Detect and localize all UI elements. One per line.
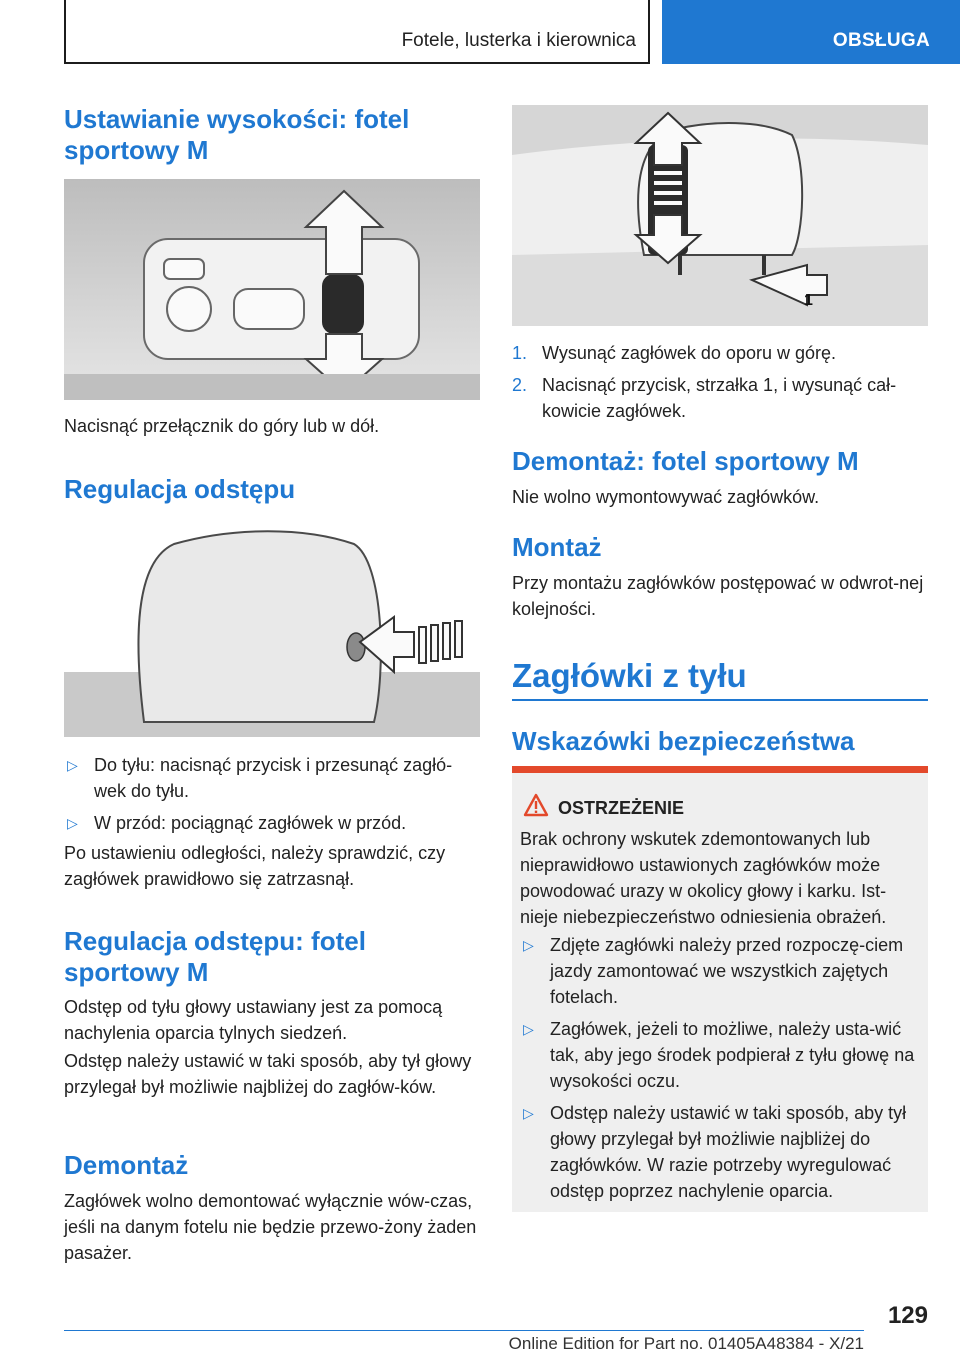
step-number: 1.: [512, 343, 528, 363]
step-text: Nacisnąć przycisk, strzałka 1, i wysunąć cał-kowicie zagłówek.: [542, 375, 897, 421]
heading-removal: Demontaż: [64, 1150, 189, 1180]
list-item-text: Zagłówek, jeżeli to możliwe, należy usta-wić tak, aby jego środek podpierał z tyłu głowę na wysokości oczu.: [550, 1019, 915, 1091]
triangle-bullet-icon: ▷: [523, 1105, 534, 1121]
para-no-removal: Nie wolno wymontowywać zagłówków.: [512, 487, 820, 507]
figure-callout-label: 1: [804, 292, 813, 309]
warning-triangle-icon: [523, 793, 549, 822]
list-item-text: Zdjęte zagłówki należy przed rozpoczę-ciem jazdy zamontować we wszystkich zajętych fotelach.: [550, 935, 904, 1007]
step-number: 2.: [512, 375, 528, 395]
header-border-right: [648, 0, 650, 64]
triangle-bullet-icon: ▷: [523, 937, 534, 953]
removal-steps: [512, 340, 928, 430]
list-item-text: Do tyłu: nacisnąć przycisk i przesunąć zagłó-wek do tyłu.: [94, 755, 453, 801]
heading-height-adjust: Ustawianie wysokości: fotel sportowy M: [64, 104, 410, 166]
warning-title: OSTRZEŻENIE: [558, 798, 685, 818]
list-item: [520, 1100, 920, 1204]
distance-bullets: [64, 752, 480, 842]
list-item: [64, 810, 480, 836]
figure-headrest-pull: [512, 105, 928, 326]
heading-distance-sport: Regulacja odstępu: fotel sportowy M: [64, 926, 366, 988]
list-item: [512, 340, 928, 366]
section-tab-label: OBSŁUGA: [832, 30, 930, 51]
list-item: [64, 752, 480, 804]
para-removal: Zagłówek wolno demontować wyłącznie wów-czas, jeśli na danym fotelu nie będzie przewo-żony żaden pasażer.: [64, 1191, 477, 1263]
heading-installation: Montaż: [512, 532, 602, 562]
warning-box: [512, 766, 928, 1212]
warning-stripe: [512, 766, 928, 773]
section-rule: [512, 699, 928, 701]
triangle-bullet-icon: ▷: [67, 815, 78, 831]
heading-safety: Wskazówki bezpieczeństwa: [512, 726, 855, 756]
list-item: [520, 1016, 920, 1094]
para-installation: Przy montażu zagłówków postępować w odwrot-nej kolejności.: [512, 573, 924, 619]
figure-headrest-button: [64, 522, 480, 737]
triangle-bullet-icon: ▷: [523, 1021, 534, 1037]
warning-text: Brak ochrony wskutek zdemontowanych lub nieprawidłowo ustawionych zagłówków może powodować urazy w okolicy głowy i karku. Ist-nieje niebezpieczeństwo odniesienia obrażeń.: [520, 829, 887, 927]
caption-switch: Nacisnąć przełącznik do góry lub w dół.: [64, 416, 380, 436]
heading-removal-sport: Demontaż: fotel sportowy M: [512, 446, 859, 476]
para-check-latch: Po ustawieniu odległości, należy sprawdzić, czy zagłówek prawidłowo się zatrzasnął.: [64, 843, 446, 889]
triangle-bullet-icon: ▷: [67, 757, 78, 773]
list-item: [512, 372, 928, 424]
header-border-bottom: [64, 62, 650, 64]
list-item: [520, 932, 920, 1010]
section-tab: [662, 0, 960, 64]
footer-edition: Online Edition for Part no. 01405A48384 - X/21: [508, 1334, 864, 1353]
chapter-title: Fotele, lusterka i kierownica: [401, 30, 636, 51]
list-item-text: Odstęp należy ustawić w taki sposób, aby tył głowy przylegał był możliwie najbliżej do zagłówków. W razie potrzeby wyregulować odstęp poprzez nachylenie oparcia.: [550, 1103, 907, 1201]
para-rear-incline: Odstęp od tyłu głowy ustawiany jest za pomocą nachylenia oparcia tylnych siedzeń.: [64, 997, 443, 1043]
para-distance-set: Odstęp należy ustawić w taki sposób, aby tył głowy przylegał był możliwie najbliżej do zagłów-ków.: [64, 1051, 472, 1097]
warning-bullets: [520, 932, 920, 1210]
list-item-text: W przód: pociągnąć zagłówek w przód.: [94, 813, 407, 833]
step-text: Wysunąć zagłówek do oporu w górę.: [542, 343, 836, 363]
heading-distance: Regulacja odstępu: [64, 474, 296, 504]
heading-rear-headrests: Zagłówki z tyłu: [512, 657, 747, 694]
page-number: 129: [887, 1302, 928, 1329]
footer-rule: [64, 1330, 864, 1331]
figure-seat-switch: [64, 179, 480, 400]
